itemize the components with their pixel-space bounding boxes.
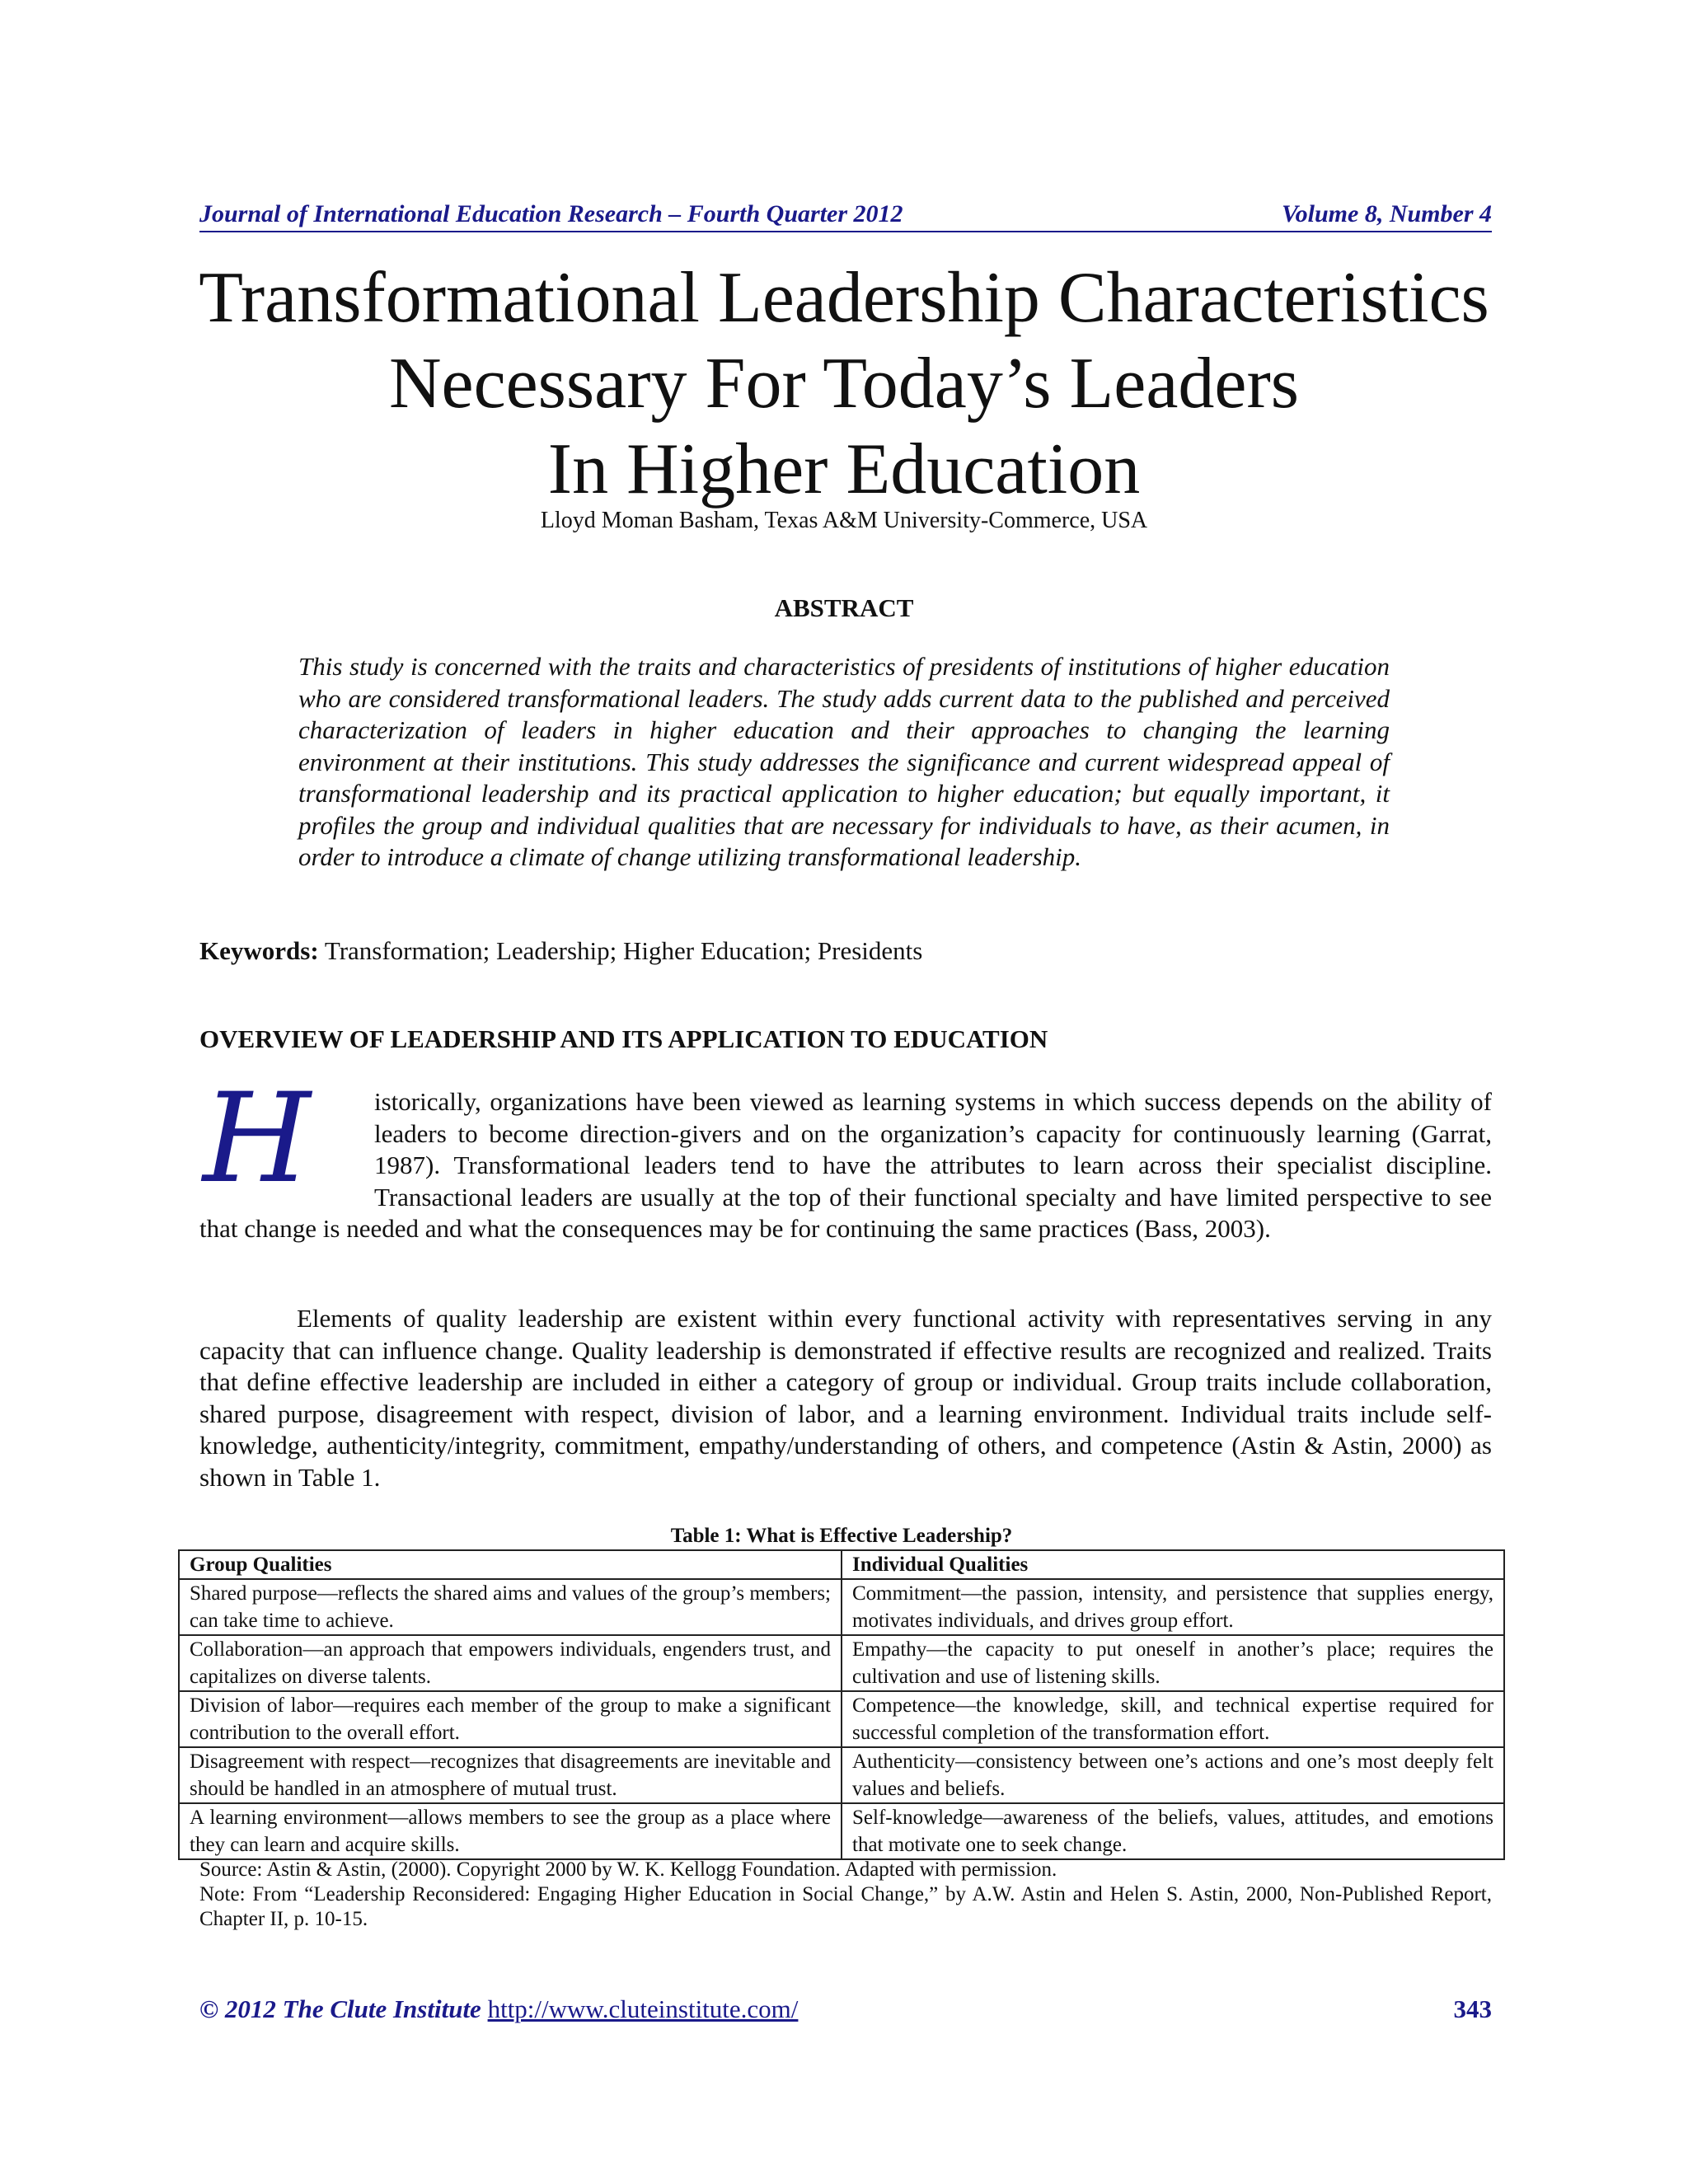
table-source-note — [199, 1858, 1492, 1932]
individual-quality-cell: Authenticity—consistency between one’s actions and one’s most deeply felt values and beliefs. — [842, 1747, 1504, 1803]
individual-quality-cell: Competence—the knowledge, skill, and technical expertise required for successful completion of the transformation effort. — [842, 1691, 1504, 1747]
page-footer — [199, 1993, 1492, 2026]
table-row — [179, 1691, 1504, 1747]
group-quality-cell: A learning environment—allows members to see the group as a place where they can learn and acquire skills. — [179, 1803, 842, 1859]
table-row — [179, 1579, 1504, 1635]
group-quality-cell: Shared purpose—reflects the shared aims and values of the group’s members; can take time to achieve. — [179, 1579, 842, 1635]
table-note: Note: From “Leadership Reconsidered: Engaging Higher Education in Social Change,” by A.W. Astin and Helen S. Astin, 2000, Non-Published Report, Chapter II, p. 10-15. — [199, 1883, 1492, 1930]
abstract-text: This study is concerned with the traits and characteristics of presidents of institutions of higher education who are considered transformational leaders. The study adds current data to the published and perceived characterization of leaders in higher education and their approaches to changing the learning environment at their institutions. This study addresses the significance and current widespread appeal of transformational leadership and its practical application to higher education; but equally important, it profiles the group and individual qualities that are necessary for individuals to have, as their acumen, in order to introduce a climate of change utilizing transformational leadership. — [298, 652, 1390, 871]
individual-quality-cell: Self-knowledge—awareness of the beliefs, values, attitudes, and emotions that motivate one to seek change. — [842, 1803, 1504, 1859]
copyright-notice: © 2012 The Clute Institute — [199, 1994, 481, 2023]
section-heading: OVERVIEW OF LEADERSHIP AND ITS APPLICATION TO EDUCATION — [199, 1024, 1048, 1053]
table-header-row — [179, 1550, 1504, 1579]
volume-number: Volume 8, Number 4 — [1281, 200, 1492, 227]
publisher-link[interactable]: http://www.cluteinstitute.com/ — [487, 1994, 799, 2023]
title-line: Transformational Leadership Characteristics — [199, 258, 1489, 338]
keywords-value: Transformation; Leadership; Higher Education; Presidents — [324, 936, 923, 965]
header-group-qualities: Group Qualities — [179, 1550, 842, 1579]
journal-name: Journal of International Education Research – Fourth Quarter 2012 — [199, 200, 903, 227]
title-line: Necessary For Today’s Leaders — [388, 344, 1300, 424]
table-row — [179, 1635, 1504, 1691]
effective-leadership-table — [178, 1549, 1505, 1860]
body-paragraph-2: Elements of quality leadership are existent within every functional activity with representatives serving in any capacity that can influence change. Quality leadership is demonstrated if effective results are recognized and realized. Traits that define effective leadership are included in either a category of group or individual. Group traits include collaboration, shared purpose, disagreement with respect, division of labor, and a learning environment. Individual traits include self-knowledge, authenticity/integrity, commitment, empathy/understanding of others, and competence (Astin & Astin, 2000) as shown in Table 1. — [199, 1304, 1492, 1492]
author-affiliation: Lloyd Moman Basham, Texas A&M University-Commerce, USA — [540, 508, 1148, 533]
group-quality-cell: Collaboration—an approach that empowers individuals, engenders trust, and capitalizes on diverse talents. — [179, 1635, 842, 1691]
individual-quality-cell: Empathy—the capacity to put oneself in another’s place; requires the cultivation and use of listening skills. — [842, 1635, 1504, 1691]
running-header — [199, 198, 1492, 232]
drop-cap: H — [203, 1067, 311, 1211]
paragraph-1-text: istorically, organizations have been viewed as learning systems in which success depends on the ability of leaders to become direction-givers and on the organization’s capacity for continuously learning (Garrat, 1987). Transformational leaders tend to have the attributes to learn across their specialist discipline. Transactional leaders are usually at the top of their functional specialty and have limited perspective to see that change is needed and what the consequences may be for continuing the same practices (Bass, 2003). — [199, 1087, 1492, 1243]
article-title — [124, 255, 1564, 513]
keywords — [199, 935, 1492, 968]
table-caption: Table 1: What is Effective Leadership? — [670, 1525, 1013, 1547]
body-paragraph-1 — [199, 1067, 1492, 1245]
table-row — [179, 1747, 1504, 1803]
individual-quality-cell: Commitment—the passion, intensity, and persistence that supplies energy, motivates individuals, and drives group effort. — [842, 1579, 1504, 1635]
table-row — [179, 1803, 1504, 1859]
table-source: Source: Astin & Astin, (2000). Copyright 2000 by W. K. Kellogg Foundation. Adapted with permission. — [199, 1858, 1057, 1881]
header-individual-qualities: Individual Qualities — [842, 1550, 1504, 1579]
group-quality-cell: Division of labor—requires each member of the group to make a significant contribution to the overall effort. — [179, 1691, 842, 1747]
abstract-heading: ABSTRACT — [774, 593, 914, 622]
keywords-label: Keywords: — [199, 936, 319, 965]
group-quality-cell: Disagreement with respect—recognizes that disagreements are inevitable and should be handled in an atmosphere of mutual trust. — [179, 1747, 842, 1803]
page-number: 343 — [1453, 1994, 1492, 2023]
title-line: In Higher Education — [547, 429, 1141, 509]
